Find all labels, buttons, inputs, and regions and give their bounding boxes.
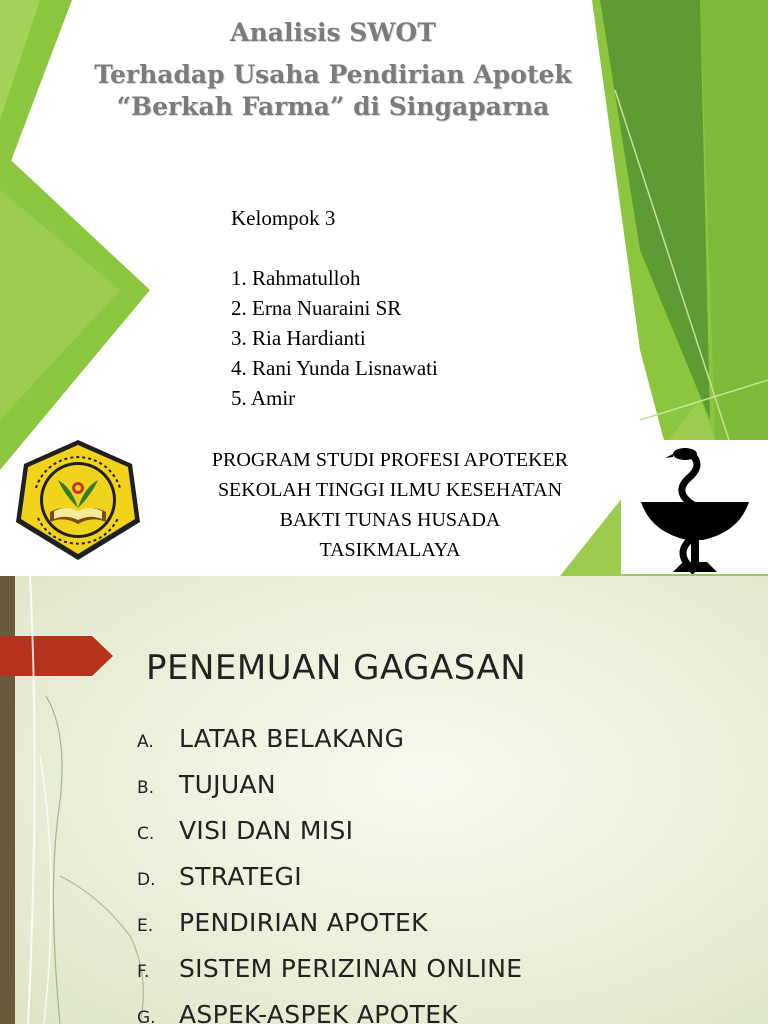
list-marker: A. [137,732,154,752]
list-item-text: SISTEM PERIZINAN ONLINE [179,954,523,983]
list-item-text: LATAR BELAKANG [179,724,405,753]
slide-title-line-2: Terhadap Usaha Pendirian Apotek [94,60,572,89]
list-item-text: TUJUAN [179,770,276,799]
member-item: 1. Rahmatulloh [231,266,361,290]
list-item [137,770,522,816]
pharmacy-symbol-panel [621,440,768,574]
list-marker: B. [137,778,155,798]
institution-line: TASIKMALAYA [319,539,461,561]
list-item [137,862,522,908]
list-item-text: ASPEK-ASPEK APOTEK [179,1000,458,1024]
member-list [231,263,438,413]
institution-line: SEKOLAH TINGGI ILMU KESEHATAN [217,479,563,501]
slide-title: PENEMUAN GAGASAN [146,648,527,688]
member-item: 3. Ria Hardianti [231,326,366,350]
list-item [137,908,522,954]
list-marker: E. [137,916,154,936]
bowl-of-hygieia-icon [621,440,768,574]
list-item [137,954,522,1000]
slide-title-line-3: “Berkah Farma” di Singaparna [116,92,550,121]
list-marker: F. [137,962,150,982]
slide-title-line-1: Analisis SWOT [230,18,436,47]
outline-list [137,724,522,1024]
list-marker: D. [137,870,156,890]
list-item-text: VISI DAN MISI [179,816,354,845]
outline-slide [0,576,768,1024]
list-marker: G. [137,1008,156,1024]
member-item: 4. Rani Yunda Lisnawati [231,356,438,380]
institution-block [158,445,622,565]
institution-line: PROGRAM STUDI PROFESI APOTEKER [211,449,569,471]
list-marker: C. [137,824,155,844]
college-seal-icon [14,438,142,562]
list-item [137,724,522,770]
member-item: 5. Amir [231,386,296,410]
group-label: Kelompok 3 [231,206,336,230]
list-item-text: PENDIRIAN APOTEK [179,908,428,937]
list-item [137,816,522,862]
member-item: 2. Erna Nuaraini SR [231,296,402,320]
list-item-text: STRATEGI [179,862,302,891]
institution-line: BAKTI TUNAS HUSADA [279,509,501,531]
list-item [137,1000,522,1024]
